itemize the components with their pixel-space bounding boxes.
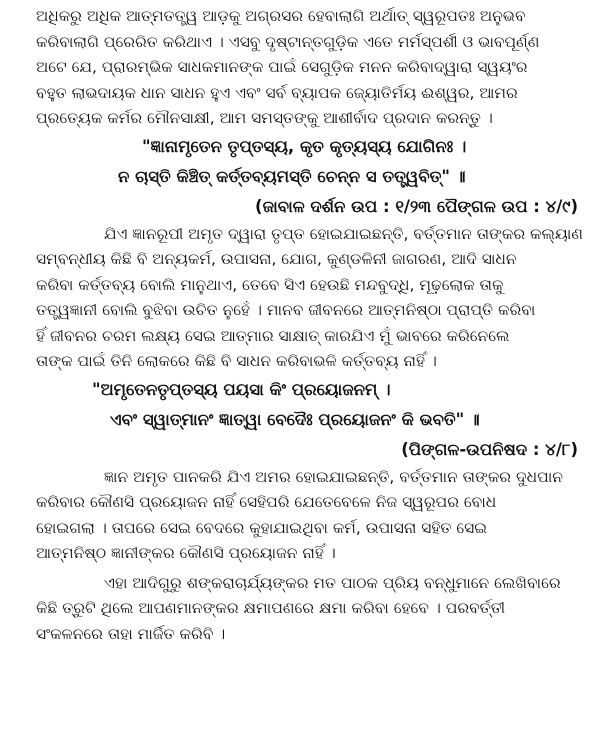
verse-line: "ଅମୃତେନତୃପ୍ତସ୍ୟ ପୟସା କିଂ ପ୍ରୟୋଜନମ୍ । [92, 379, 391, 399]
text-line: ଅଟେ ଯେ, ପ୍ରାରମ୍ଭିକ ସାଧକମାନଙ୍କ ପାଇଁ ସେଗୁଡ଼ିକ ମନନ କରିବାଦ୍ୱାରା ସ୍ୱୟଂର [36, 58, 528, 76]
paragraph-1 [36, 4, 586, 132]
text-line: ତତ୍ତ୍ୱଜ୍ଞାନୀ ବୋଲି ବୁଝିବା ଉଚିତ ନୁହେଁ । ମାନବ ଜୀବନରେ ଆତ୍ମନିଷ୍ଠା ପ୍ରାପ୍ତି କରିବା [36, 301, 536, 319]
text-line: ବହୁତ ଲାଭଦାୟକ ଧାନ ସାଧନ ହୁଏ ଏବଂ ସର୍ବ ବ୍ୟାପକ ଜ୍ୟୋତିର୍ମୟ ଈଶ୍ୱର, ଆମର [36, 83, 518, 102]
verse-reference: (ପିଙ୍ଗଳ-ଉପନିଷଦ : ୪/୮) [401, 439, 578, 459]
paragraph-4 [36, 571, 586, 648]
text-line: ଆତ୍ମନିଷ୍ଠ ଜ୍ଞାନୀଙ୍କର କୌଣସି ପ୍ରୟୋଜନ ନାହିଁ । [36, 544, 336, 562]
text-line: ଏହା ଆଦିଗୁରୁ ଶଙ୍କରାଚାର୍ଯ୍ୟଙ୍କର ମତ ପାଠକ ପ୍ରିୟ ବନ୍ଧୁମାନେ ଲେଖିବାରେ [104, 573, 561, 592]
verse-line: ନ ଚାସ୍ତି କିଞ୍ଚିତ୍ କର୍ତ୍ତବ୍ୟମସ୍ତି ଚେନ୍ନ ସ ତତ୍ତ୍ୱବିତ୍" ॥ [118, 166, 466, 186]
text-line: କରିବାଲାଗି ପ୍ରେରିତ କରିଥାଏ । ଏସବୁ ଦୃଷ୍ଟାନ୍ତଗୁଡ଼ିକ ଏତେ ମର୍ମସ୍ପର୍ଶୀ ଓ ଭାବପୂର୍ଣ୍ଣ [36, 32, 540, 51]
text-line: ତାଙ୍କ ପାଇଁ ତିନି ଲୋକରେ କିଛି ବି ସାଧନ କରିବାଭଳି କର୍ତ୍ତବ୍ୟ ନାହିଁ । [36, 352, 437, 370]
text-line: ଅଧିକରୁ ଅଧିକ ଆତ୍ମତତ୍ତ୍ୱ ଆଡ଼କୁ ଅଗ୍ରସର ହେବାଲାଗି ଅର୍ଥାତ୍ ସ୍ୱରୂପତଃ ଅନୁଭବ [36, 7, 526, 25]
text-line: ସମ୍ବନ୍ଧୀୟ କିଛି ବି ଅନ୍ୟକର୍ମ, ଉପାସନା, ଯୋଗ, କୁଣ୍ଡଳିନୀ ଜାଗରଣ, ଆଦି ସାଧନ [36, 250, 517, 268]
paragraph-3 [36, 465, 586, 567]
text-line: ଯିଏ ଜ୍ଞାନରୂପୀ ଅମୃତ ଦ୍ୱାରା ତୃପ୍ତ ହୋଇଯାଇଛନ୍ତି, ବର୍ତ୍ତମାନ ତାଙ୍କର କଲ୍ୟାଣ [104, 224, 583, 243]
verse-reference: (ଜାବାଳ ଦର୍ଶନ ଉପ : ୧/୨୩ ପୈଙ୍ଗଳ ଉପ : ୪/୯) [255, 196, 578, 216]
text-line: ସଂକଳନରେ ତାହା ମାର୍ଜିତ କରିବି । [36, 624, 226, 643]
paragraph-2 [36, 222, 586, 375]
text-line: କିଛି ତ୍ରୁଟି ଥିଲେ ଆପଣମାନଙ୍କର କ୍ଷମାପଣରେ କ୍ଷମା କରିବା ହେବେ । ପରବର୍ତ୍ତୀ [36, 599, 506, 617]
text-line: ହୋଇଗଲା । ତାପରେ ସେଇ ବେଦରେ କୁହାଯାଇଥିବା କର୍ମ, ଉପାସନା ସହିତ ସେଇ [36, 518, 488, 537]
text-line: ହିଁ ଜୀବନର ଚରମ ଲକ୍ଷ୍ୟ ସେଇ ଆତ୍ମାର ସାକ୍ଷାତ୍ କାରଯିଏ ମୁଁ ଭାବରେ କରିନେଲେ [36, 326, 510, 345]
verse-1 [36, 132, 586, 222]
text-line: କରିବା କର୍ତ୍ତବ୍ୟ ବୋଲି ମାନୁଥାଏ, ତେବେ ସିଏ ହେଉଛି ମନ୍ଦବୁଦ୍ଧି, ମୂଢ଼ଲୋକ ତାକୁ [36, 275, 504, 294]
text-line: ଜ୍ଞାନ ଅମୃତ ପାନକରି ଯିଏ ଅମର ହୋଇଯାଇଛନ୍ତି, ବର୍ତ୍ତମାନ ତାଙ୍କର ଦୁଧପାନ [104, 467, 563, 486]
text-line: କରିବାର କୌଣସି ପ୍ରୟୋଜନ ନାହିଁ ସେହିପରି ଯେତେବେଳେ ନିଜ ସ୍ୱରୂପର ବୋଧ [36, 493, 497, 511]
verse-line: "ଜ୍ଞାନାମୃତେନ ତୃପ୍ତସ୍ୟ, କୃତ କୃତ୍ୟସ୍ୟ ଯୋଗିନଃ । [142, 136, 467, 156]
verse-2 [36, 375, 586, 465]
verse-line: ଏବଂ ସ୍ୱାତ୍ମାନଂ ଜ୍ଞାତ୍ୱା ବେଦୈଃ ପ୍ରୟୋଜନଂ କି ଭବତି" ॥ [110, 409, 480, 429]
text-line: ପ୍ରତ୍ୟେକ କର୍ମର ମୌନସାକ୍ଷୀ, ଆମ ସମସ୍ତଙ୍କୁ ଆଶୀର୍ବାଦ ପ୍ରଦାନ କରନ୍ତୁ । [36, 109, 493, 127]
